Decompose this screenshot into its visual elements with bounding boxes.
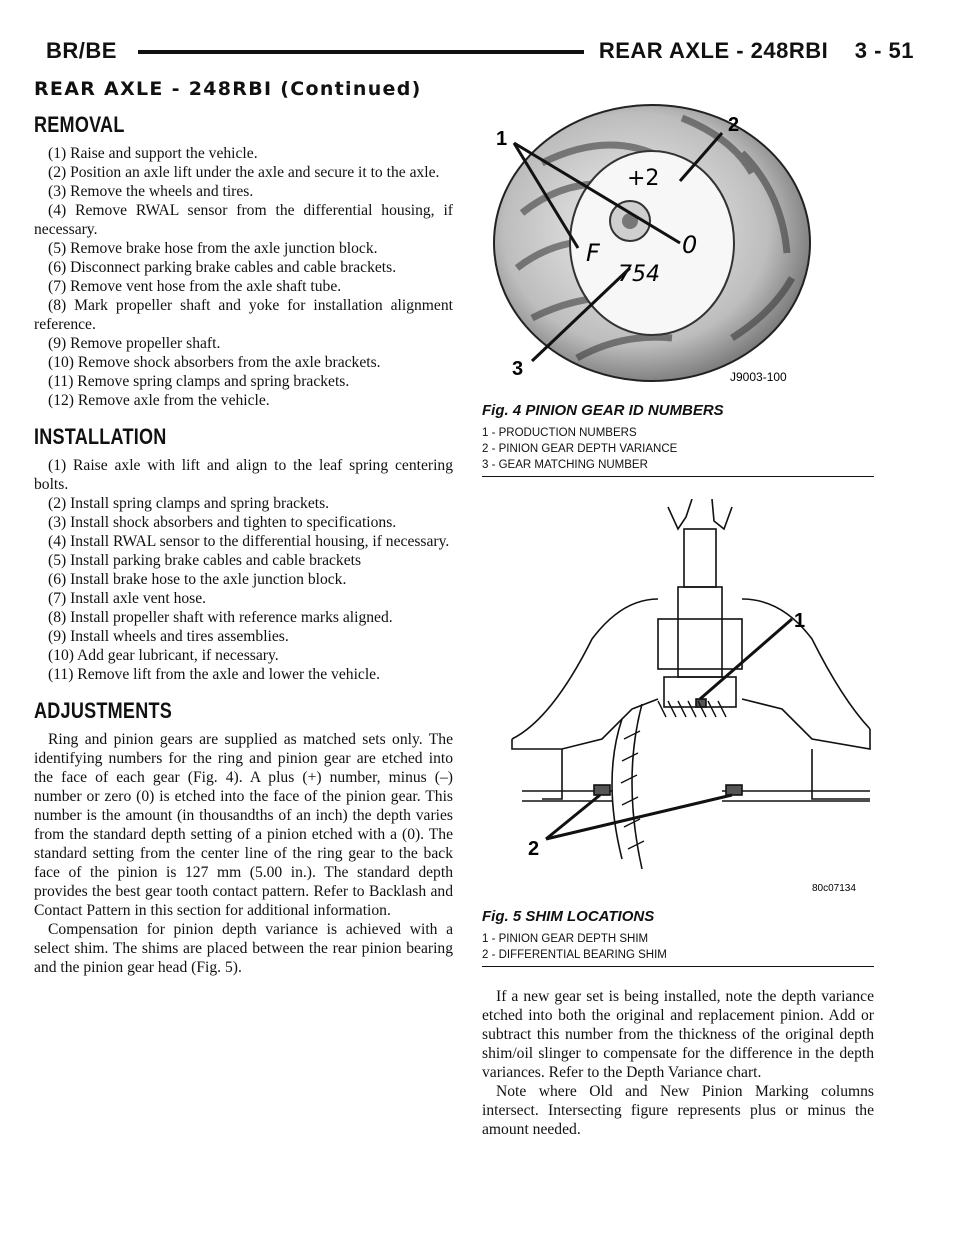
callout-2: 2 — [728, 114, 740, 136]
page-header — [46, 38, 914, 78]
depth-variance-text — [482, 987, 874, 1139]
header-rule — [138, 50, 584, 54]
installation-step: (3) Install shock absorbers and tighten to specifications. — [48, 514, 397, 531]
etched-plus-mark: +2 — [627, 166, 660, 191]
installation-section — [34, 424, 453, 684]
figure-caption: Fig. 5 SHIM LOCATIONS — [482, 908, 655, 925]
installation-step: (5) Install parking brake cables and cable brackets — [48, 552, 362, 569]
legend-item: 3 - GEAR MATCHING NUMBER — [482, 459, 648, 471]
installation-heading: INSTALLATION — [34, 424, 167, 449]
figure-caption: Fig. 4 PINION GEAR ID NUMBERS — [482, 402, 724, 419]
etched-number-mark: 754 — [618, 262, 660, 287]
callout-2: 2 — [528, 838, 540, 860]
section-continued-title: REAR AXLE - 248RBI (Continued) — [34, 78, 422, 100]
legend-item: 1 - PINION GEAR DEPTH SHIM — [482, 933, 649, 945]
installation-step: (4) Install RWAL sensor to the differential housing, if necessary. — [48, 533, 450, 550]
installation-step: (9) Install wheels and tires assemblies. — [48, 628, 289, 645]
figure-code: 80c07134 — [812, 883, 856, 894]
removal-step: (1) Raise and support the vehicle. — [48, 145, 258, 162]
legend-item: 2 - DIFFERENTIAL BEARING SHIM — [482, 949, 667, 961]
removal-step: (7) Remove vent hose from the axle shaft tube. — [48, 278, 342, 295]
installation-step: (11) Remove lift from the axle and lower the vehicle. — [48, 666, 380, 683]
installation-step: (10) Add gear lubricant, if necessary. — [48, 647, 279, 664]
legend-item: 2 - PINION GEAR DEPTH VARIANCE — [482, 443, 678, 455]
callout-1: 1 — [496, 128, 508, 150]
figure-divider — [482, 966, 874, 967]
figure-divider — [482, 476, 874, 477]
removal-section — [34, 112, 453, 410]
left-column — [34, 112, 453, 991]
adjustments-paragraph: Ring and pinion gears are supplied as matched sets only. The identifying numbers for the ring and pinion gear are etched into the face of each gear (Fig. 4). A plus (+) number, minus (–) number or zero (0) is etched into the face of the pinion gear. This number is the amount (in thousandths of an inch) the depth varies from the standard depth setting of a pinion etched with a (0). The standard setting from the center line of the ring gear to the back face of the pinion is 127 mm (5.00 in.). The standard depth provides the best gear tooth contact pattern. Refer to Backlash and Contact Pattern in this section for additional information. — [34, 731, 453, 919]
etched-f-mark: F — [586, 239, 600, 267]
figure-4 — [482, 93, 874, 477]
callout-3: 3 — [512, 358, 524, 380]
installation-step: (2) Install spring clamps and spring brackets. — [48, 495, 330, 512]
adjustments-heading: ADJUSTMENTS — [34, 698, 173, 723]
removal-step: (8) Mark propeller shaft and yoke for installation alignment reference. — [34, 297, 453, 333]
removal-step: (2) Position an axle lift under the axle and secure it to the axle. — [48, 164, 440, 181]
shim-locations-illustration — [482, 499, 874, 899]
etched-zero-mark: 0 — [682, 231, 698, 259]
adjustments-paragraph: Compensation for pinion depth variance is achieved with a select shim. The shims are placed between the rear pinion bearing and the pinion gear head (Fig. 5). — [34, 921, 453, 976]
removal-step: (12) Remove axle from the vehicle. — [48, 392, 270, 409]
removal-step: (6) Disconnect parking brake cables and cable brackets. — [48, 259, 397, 276]
header-section-page: REAR AXLE - 248RBI 3 - 51 — [598, 38, 914, 63]
installation-step: (1) Raise axle with lift and align to the leaf spring centering bolts. — [34, 457, 453, 493]
installation-step: (7) Install axle vent hose. — [48, 590, 207, 607]
legend-item: 1 - PRODUCTION NUMBERS — [482, 427, 637, 439]
figure-5 — [482, 499, 874, 967]
callout-1: 1 — [794, 610, 806, 632]
removal-step: (3) Remove the wheels and tires. — [48, 183, 254, 200]
body-paragraph: If a new gear set is being installed, note the depth variance etched into both the original and replacement pinion. Add or subtract this number from the thickness of the original depth shim/oil slinger to compensate for the difference in the depth variances. Refer to the Depth Variance chart. — [482, 988, 874, 1081]
body-paragraph: Note where Old and New Pinion Marking columns intersect. Intersecting figure represents plus or minus the amount needed. — [482, 1083, 874, 1138]
pinion-gear-illustration — [482, 93, 874, 393]
removal-step: (9) Remove propeller shaft. — [48, 335, 221, 352]
removal-step: (10) Remove shock absorbers from the axle brackets. — [48, 354, 381, 371]
right-column — [482, 93, 874, 1139]
removal-step: (4) Remove RWAL sensor from the differential housing, if necessary. — [34, 202, 453, 238]
removal-step: (11) Remove spring clamps and spring brackets. — [48, 373, 350, 390]
figure-code: J9003-100 — [730, 370, 787, 384]
removal-step: (5) Remove brake hose from the axle junction block. — [48, 240, 378, 257]
removal-heading: REMOVAL — [34, 112, 125, 137]
installation-step: (8) Install propeller shaft with reference marks aligned. — [48, 609, 393, 626]
adjustments-section — [34, 698, 453, 977]
installation-step: (6) Install brake hose to the axle junction block. — [48, 571, 347, 588]
header-model: BR/BE — [46, 38, 117, 63]
